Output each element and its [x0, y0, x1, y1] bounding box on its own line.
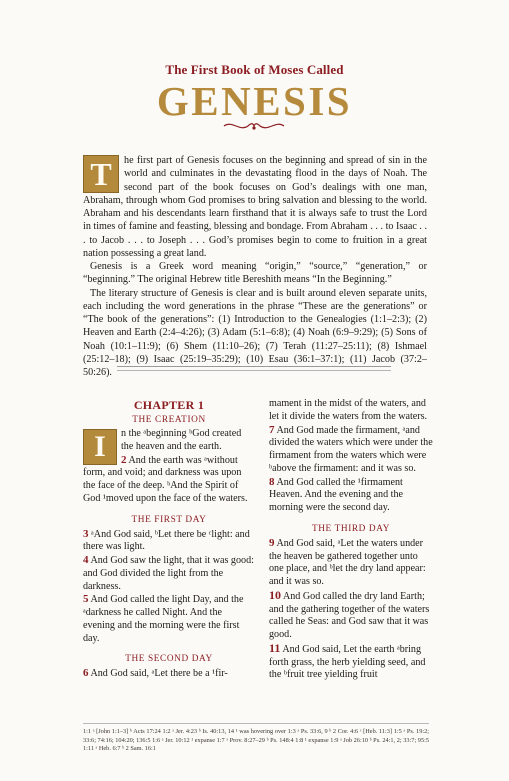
section-divider: [117, 366, 391, 367]
verse-text: And God called the dry land Earth; and the gathering together of the waters called he Seas: and God saw that it was good.: [269, 590, 430, 640]
section-heading-third-day: THE THIRD DAY: [311, 523, 391, 534]
verse-5: [83, 593, 255, 645]
intro-paragraph-3: The literary structure of Genesis is clear and is built around eleven separate units, each including the word generations in the phrase “These are the generations” or “The book of the generations”: (1) Introduction to the Genealogies (1:1–2:3); (2) Heaven and Earth (2:4–4:26); (3) Adam (5:1–6:8); (4) Noah (6:9–9:29); (5) Sons of Noah (10:1–11:9); (6) Shem (11:10–26); (7) Terah (11:27–25:11); (8) Ishmael (25:12–18); (9) Isaac (25:19–35:29); (10) Esau (36:1–37:1); (11) Jacob (37:2–50:26).: [83, 287, 427, 378]
verse-drop-cap: I: [83, 429, 117, 465]
book-title: GENESIS: [156, 78, 353, 124]
verse-10: [269, 589, 433, 642]
text-column-right: [269, 398, 433, 682]
verse-text: ᵃAnd God said, ᵇLet there be ᶜlight: and there was light.: [83, 528, 250, 553]
chapter-heading: CHAPTER 1: [133, 398, 205, 412]
text-column-left: [83, 398, 255, 681]
verse-11: [269, 642, 433, 682]
verse-number: 7: [269, 423, 275, 436]
verse-number: 3: [83, 527, 89, 540]
verse-text: n the ᵃbeginning ᵇGod created the heaven and the earth.: [121, 428, 242, 452]
verse-text: And God saw the light, that it was good: and God divided the light from the darkness.: [83, 555, 254, 592]
verse-number: 9: [269, 536, 275, 549]
footnotes: 1:1 ᵃ [John 1:1–3] ᵇ Acts 17:24 1:2 ᵃ Jer. 4:23 ᵇ Is. 40:13, 14 ¹ was hovering over 1:3 ᵃ Ps. 33:6, 9 ᵇ 2 Cor. 4:6 ᶜ [Heb. 11:3] 1:5 ᵃ Ps. 19:2; 33:6; 74:16; 104:20; 136:5 1:6 ᵃ Jer. 10:12 ¹ expanse 1:7 ᵃ Prov. 8:27–29 ᵇ Ps. 148:4 1:8 ¹ expanse 1:9 ᵃ Job 26:10 ᵇ Ps. 24:1, 2; 33:7; 95:5 1:11 ᵃ Heb. 6:7 ᵇ 2 Sam. 16:1: [83, 728, 429, 753]
verse-6: [83, 667, 255, 681]
verse-7: [269, 424, 433, 476]
section-divider: [117, 370, 391, 371]
intro-drop-cap: T: [83, 155, 119, 193]
verse-text: And God said, Let the earth ᵃbring forth grass, the herb yielding seed, and the ᵇfruit tree yielding fruit: [269, 643, 426, 681]
verse-9: [269, 537, 433, 589]
verse-1: [83, 428, 255, 463]
intro-paragraph-1-text: he first part of Genesis focuses on the beginning and spread of sin in the world and culminates in the devastating flood in the days of Noah. The second part of the book focuses on God’s dealings with one man, Abraham, through whom God promises to bring salvation and blessing to the world. Abraham and his descendants learn firsthand that it is always safe to trust the Lord in times of famine and feasting, blessing and bondage. From Abraham . . . to Isaac . . . to Jacob . . . to Joseph . . . God’s promises begin to come to fruition in a great nation possessing a great land.: [83, 155, 427, 259]
verse-number: 6: [83, 667, 89, 680]
verse-text: And God called the light Day, and the ᵃdarkness he called Night. And the evening and the morning were the first day.: [83, 594, 244, 644]
verse-text: And God said, ᵃLet the waters under the heaven be gathered together unto one place, and ᵇlet the dry land appear: and it was so.: [269, 537, 426, 587]
book-introduction: [83, 154, 427, 379]
verse-number: 5: [83, 593, 89, 606]
verse-text: And the earth was ᵃwithout form, and void; and darkness was upon the face of the deep. ᵇAnd the Spirit of God ¹moved upon the face of the waters.: [83, 454, 248, 504]
verse-text: And God said, ᵃLet there be a ¹fir-: [90, 668, 228, 680]
verse-text: And God made the firmament, ᵃand divided the waters which were under the firmament from the waters which were ᵇabove the firmament: and it was so.: [269, 424, 433, 474]
verse-3: [83, 528, 255, 555]
verse-text: And God called the ¹firmament Heaven. And the evening and the morning were the second day.: [269, 476, 403, 513]
intro-paragraph-2: Genesis is a Greek word meaning “origin,” “source,” “generation,” or “beginning.” The original Hebrew title Bereshith means “In the Beginning.”: [83, 261, 427, 286]
book-super-title: The First Book of Moses Called: [165, 62, 344, 77]
intro-paragraph-1: [83, 154, 427, 260]
verse-number: 4: [83, 554, 89, 566]
ornament-flourish-icon: [222, 119, 286, 133]
verse-6-continued: mament in the midst of the waters, and let it divide the waters from the waters.: [269, 398, 428, 422]
verse-number: 10: [269, 587, 281, 602]
section-heading-second-day: THE SECOND DAY: [125, 654, 213, 665]
footnote-divider: [83, 723, 429, 724]
section-heading-creation: THE CREATION: [132, 415, 206, 425]
verse-4: [83, 554, 255, 593]
verse-number: 2: [121, 453, 127, 466]
verse-number: 11: [269, 640, 281, 655]
section-heading-first-day: THE FIRST DAY: [131, 514, 207, 525]
verse-number: 8: [269, 475, 275, 488]
verse-8: [269, 476, 433, 515]
